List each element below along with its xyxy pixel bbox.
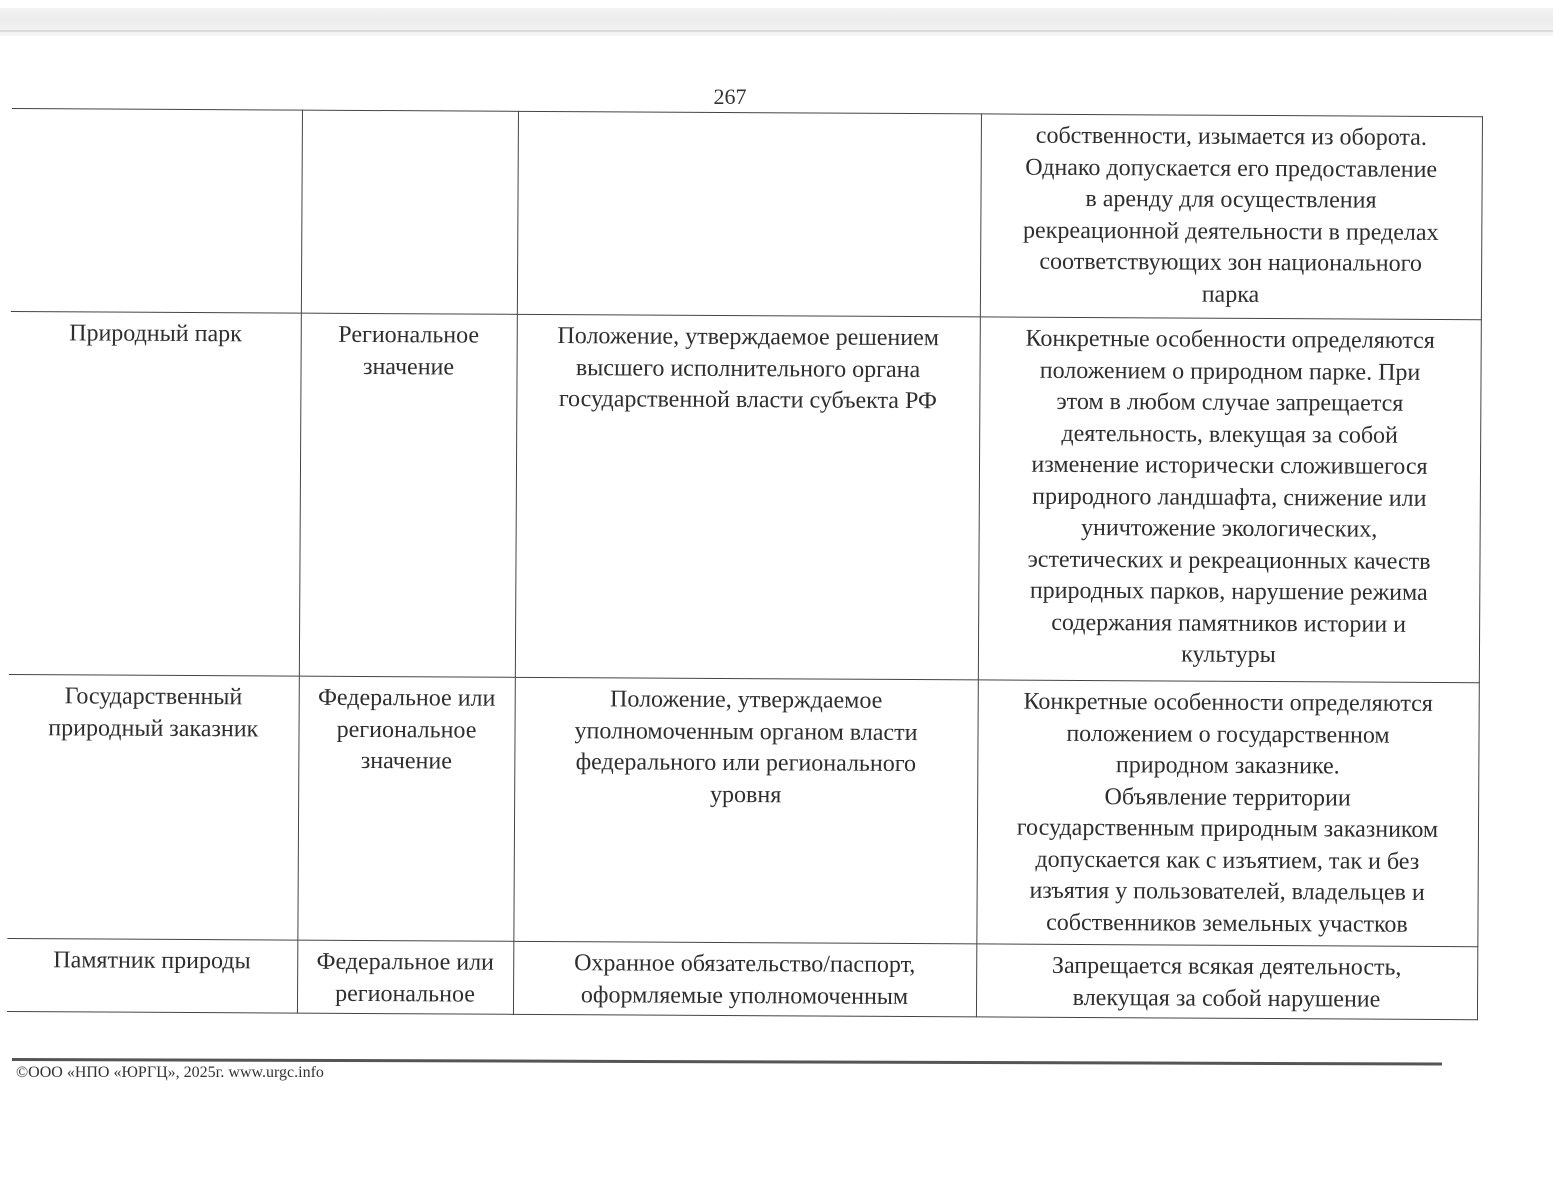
table-cell-features: Конкретные особенности определяются положением о государственном природном заказнике. Объявление территории государственным природным заказником допускается как с изъятием, так и без изъятия у пользователей, владельцев и собственников земельных участков [976, 680, 1478, 947]
table-cell-features: собственности, изымается из оборота. Однако допускается его предоставление в аренду для осуществления рекреационной деятельности в пределах соответствующих зон национального парка [980, 114, 1482, 320]
table-cell-document: Положение, утверждаемое решением высшего исполнительного органа государственной власти субъекта РФ [515, 314, 980, 680]
table-cell-document [517, 111, 981, 317]
table-row [9, 311, 1481, 682]
table-cell-category: Государственный природный заказник [7, 674, 298, 940]
table-cell-features: Конкретные особенности определяются положением о природном парке. При этом в любом случае запрещается деятельность, влекущая за собой изменение исторически сложившегося природного ландшафта, снижение или уничтожение экологических, эстетических и рекреационных качеств природных парков, нарушение режима содержания памятников истории и культуры [978, 317, 1481, 683]
table-cell-document: Охранное обязательство/паспорт, оформляемые уполномоченным [513, 941, 976, 1017]
table-row [7, 938, 1477, 1019]
table-cell-category: Природный парк [9, 311, 301, 676]
page-number: 267 [713, 84, 747, 109]
table-row [11, 108, 1482, 319]
table-cell-document: Положение, утверждаемое уполномоченным органом власти федерального или регионального уровня [513, 677, 977, 944]
scan-top-edge-line [0, 30, 1553, 32]
table-cell-category: Памятник природы [7, 938, 297, 1013]
table-cell-significance: Региональное значение [299, 313, 517, 677]
footer-copyright: ©ООО «НПО «ЮРГЦ», 2025г. www.urgc.info [16, 1064, 324, 1081]
table-cell-category [11, 108, 302, 313]
document-table [7, 108, 1482, 1028]
table-row [7, 674, 1478, 946]
table-cell-features: Запрещается всякая деятельность, влекущая за собой нарушение [976, 944, 1477, 1020]
table-cell-significance [301, 110, 518, 314]
table-cell-significance: Федеральное или региональное [297, 940, 513, 1014]
table-cell-significance: Федеральное или региональное значение [297, 676, 514, 941]
protected-areas-table [7, 108, 1483, 1020]
